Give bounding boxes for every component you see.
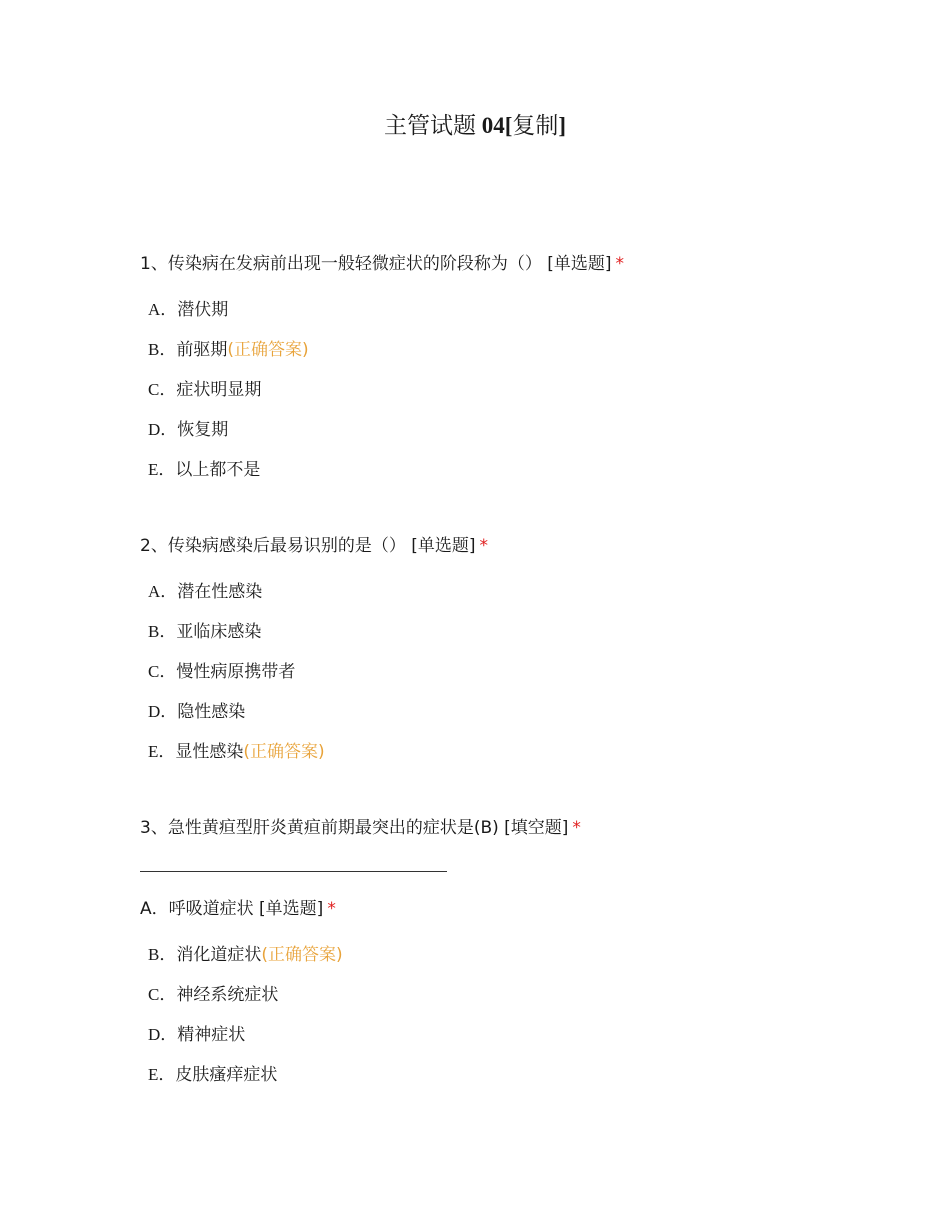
title-bracket-close: ] bbox=[558, 113, 567, 138]
question-2-option-e[interactable] bbox=[148, 740, 325, 764]
option-text: 神经系统症状 bbox=[176, 985, 279, 1005]
question-1-option-b[interactable] bbox=[148, 338, 309, 362]
question-1-option-a[interactable] bbox=[148, 298, 228, 322]
option-text: 亚临床感染 bbox=[176, 622, 262, 642]
question-1-option-c[interactable] bbox=[148, 378, 261, 402]
required-star: * bbox=[479, 536, 488, 556]
correct-answer-note: (正确答案) bbox=[243, 742, 325, 762]
question-2-option-d[interactable] bbox=[148, 700, 245, 724]
option-text: 显性感染 bbox=[175, 742, 244, 762]
question-3-stem bbox=[140, 816, 581, 840]
question-3-option-b[interactable] bbox=[148, 943, 343, 967]
question-3-option-d[interactable] bbox=[148, 1023, 245, 1047]
question-1-option-e[interactable] bbox=[148, 458, 260, 482]
correct-answer-note: (正确答案) bbox=[227, 340, 309, 360]
option-text: 潜伏期 bbox=[177, 300, 229, 320]
title-suffix: 复制 bbox=[512, 113, 559, 138]
required-star: * bbox=[615, 254, 624, 274]
option-letter: B． bbox=[148, 622, 177, 641]
option-letter: C． bbox=[148, 662, 177, 681]
question-3-sub-stem bbox=[140, 897, 336, 921]
question-2-option-b[interactable] bbox=[148, 620, 261, 644]
question-3-option-e[interactable] bbox=[148, 1063, 277, 1087]
title-number: 04 bbox=[481, 113, 505, 138]
question-stem-text: 3、急性黄疸型肝炎黄疸前期最突出的症状是(B) [填空题] bbox=[140, 818, 569, 838]
question-2-stem bbox=[140, 534, 488, 558]
option-text: 前驱期 bbox=[176, 340, 228, 360]
option-text: 皮肤瘙痒症状 bbox=[175, 1065, 278, 1085]
question-1-option-d[interactable] bbox=[148, 418, 228, 442]
option-text: 隐性感染 bbox=[177, 702, 246, 722]
option-letter: E． bbox=[148, 742, 176, 761]
required-star: * bbox=[572, 818, 581, 838]
option-text: 症状明显期 bbox=[176, 380, 262, 400]
option-letter: C． bbox=[148, 380, 177, 399]
option-letter: B． bbox=[148, 340, 177, 359]
option-letter: A． bbox=[148, 300, 178, 319]
question-2-option-a[interactable] bbox=[148, 580, 262, 604]
required-star: * bbox=[327, 899, 336, 919]
option-text: 恢复期 bbox=[177, 420, 229, 440]
question-2-option-c[interactable] bbox=[148, 660, 295, 684]
option-letter: D． bbox=[148, 1025, 178, 1044]
fill-in-blank-line[interactable] bbox=[140, 871, 447, 872]
title-bracket-open: [ bbox=[504, 113, 513, 138]
option-text: 消化道症状 bbox=[176, 945, 262, 965]
option-letter: D． bbox=[148, 702, 178, 721]
option-text: 以上都不是 bbox=[175, 460, 261, 480]
title-text: 主管试题 bbox=[383, 113, 476, 138]
option-letter: D． bbox=[148, 420, 178, 439]
question-3-option-c[interactable] bbox=[148, 983, 278, 1007]
page-title bbox=[0, 110, 950, 142]
option-letter: C． bbox=[148, 985, 177, 1004]
correct-answer-note: (正确答案) bbox=[261, 945, 343, 965]
option-letter: B． bbox=[148, 945, 177, 964]
option-text: 潜在性感染 bbox=[177, 582, 263, 602]
option-letter: E． bbox=[148, 1065, 176, 1084]
question-stem-text: A．呼吸道症状 [单选题] bbox=[140, 899, 324, 919]
option-text: 精神症状 bbox=[177, 1025, 246, 1045]
question-1-stem bbox=[140, 252, 624, 276]
option-letter: A． bbox=[148, 582, 178, 601]
option-text: 慢性病原携带者 bbox=[176, 662, 296, 682]
question-stem-text: 1、传染病在发病前出现一般轻微症状的阶段称为（） [单选题] bbox=[140, 254, 612, 274]
question-stem-text: 2、传染病感染后最易识别的是（） [单选题] bbox=[140, 536, 476, 556]
option-letter: E． bbox=[148, 460, 176, 479]
